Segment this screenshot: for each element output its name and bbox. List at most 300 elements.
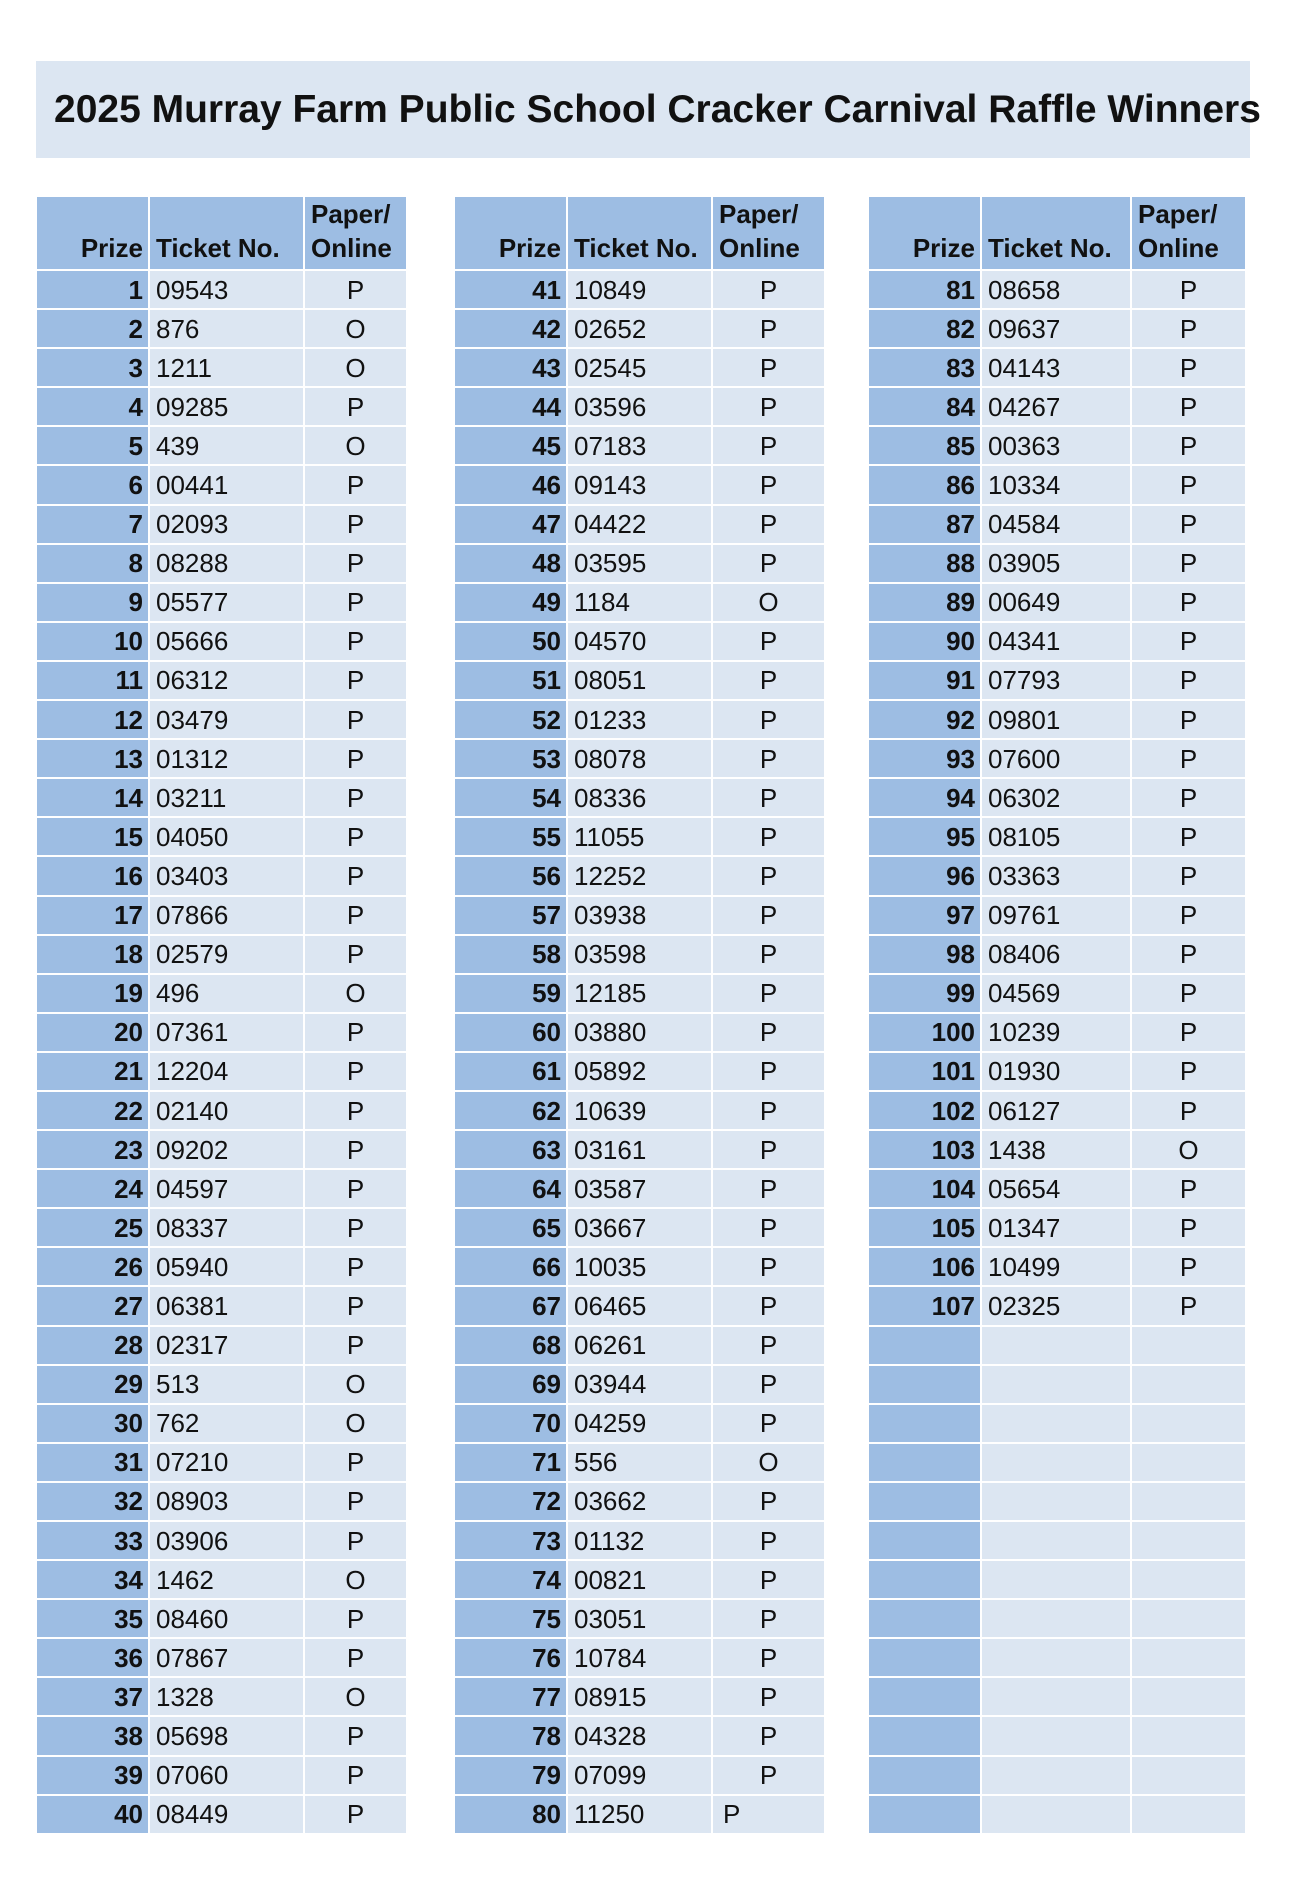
paper-online-cell bbox=[1132, 1483, 1247, 1522]
ticket-number-cell: 09202 bbox=[150, 1131, 305, 1170]
prize-number-cell: 66 bbox=[455, 1248, 568, 1287]
paper-online-cell: P bbox=[713, 1600, 826, 1639]
ticket-number-cell: 07183 bbox=[568, 427, 713, 466]
ticket-number-cell: 05892 bbox=[568, 1053, 713, 1092]
prize-number-cell: 39 bbox=[37, 1757, 150, 1796]
prize-number-cell: 101 bbox=[869, 1053, 982, 1092]
prize-number-cell: 100 bbox=[869, 1014, 982, 1053]
paper-online-column-header bbox=[305, 197, 408, 271]
paper-online-cell bbox=[1132, 1600, 1247, 1639]
prize-number-cell: 102 bbox=[869, 1092, 982, 1131]
table-row bbox=[869, 349, 1247, 388]
ticket-number-cell: 09761 bbox=[982, 897, 1132, 936]
table-row bbox=[455, 1366, 826, 1405]
paper-online-cell: P bbox=[305, 584, 408, 623]
table-row bbox=[455, 1522, 826, 1561]
prize-number-cell bbox=[869, 1757, 982, 1796]
prize-number-cell: 58 bbox=[455, 936, 568, 975]
table-row bbox=[455, 1561, 826, 1600]
prize-number-cell: 11 bbox=[37, 662, 150, 701]
ticket-number-cell bbox=[982, 1757, 1132, 1796]
prize-number-cell: 71 bbox=[455, 1444, 568, 1483]
ticket-number-cell: 10239 bbox=[982, 1014, 1132, 1053]
paper-online-cell: P bbox=[713, 1209, 826, 1248]
ticket-number-cell: 01312 bbox=[150, 740, 305, 779]
ticket-number-cell: 05698 bbox=[150, 1717, 305, 1756]
paper-online-cell: P bbox=[1132, 623, 1247, 662]
prize-number-cell: 80 bbox=[455, 1796, 568, 1835]
prize-number-cell: 35 bbox=[37, 1600, 150, 1639]
paper-online-cell bbox=[1132, 1639, 1247, 1678]
table-header-row bbox=[869, 197, 1247, 271]
ticket-number-cell: 03051 bbox=[568, 1600, 713, 1639]
paper-online-cell: P bbox=[713, 1757, 826, 1796]
table-row bbox=[869, 388, 1247, 427]
table-row bbox=[869, 818, 1247, 857]
table-row bbox=[37, 623, 408, 662]
ticket-number-cell: 00441 bbox=[150, 466, 305, 505]
paper-online-cell: P bbox=[305, 1757, 408, 1796]
prize-number-cell: 15 bbox=[37, 818, 150, 857]
ticket-number-cell: 03595 bbox=[568, 545, 713, 584]
table-row bbox=[37, 427, 408, 466]
paper-online-cell: P bbox=[713, 310, 826, 349]
table-row bbox=[869, 1483, 1247, 1522]
paper-header-line: Paper/ bbox=[719, 199, 799, 229]
prize-number-cell: 62 bbox=[455, 1092, 568, 1131]
table-row bbox=[869, 975, 1247, 1014]
paper-online-cell: P bbox=[713, 1366, 826, 1405]
prize-number-cell: 81 bbox=[869, 271, 982, 310]
ticket-number-cell: 09801 bbox=[982, 701, 1132, 740]
table-row bbox=[455, 310, 826, 349]
paper-online-cell: P bbox=[305, 1209, 408, 1248]
prize-number-cell: 79 bbox=[455, 1757, 568, 1796]
ticket-number-cell: 11250 bbox=[568, 1796, 713, 1835]
prize-number-cell: 67 bbox=[455, 1287, 568, 1326]
prize-number-cell: 103 bbox=[869, 1131, 982, 1170]
ticket-number-cell bbox=[982, 1444, 1132, 1483]
paper-online-cell: P bbox=[713, 506, 826, 545]
table-row bbox=[869, 897, 1247, 936]
table-row bbox=[455, 427, 826, 466]
prize-number-cell: 20 bbox=[37, 1014, 150, 1053]
prize-number-cell: 49 bbox=[455, 584, 568, 623]
table-row bbox=[455, 623, 826, 662]
ticket-number-cell: 03403 bbox=[150, 857, 305, 896]
table-row bbox=[869, 466, 1247, 505]
paper-online-cell: P bbox=[713, 1639, 826, 1678]
paper-online-cell: P bbox=[305, 936, 408, 975]
prize-number-cell: 30 bbox=[37, 1405, 150, 1444]
table-row bbox=[869, 779, 1247, 818]
table-row bbox=[455, 545, 826, 584]
paper-online-cell: P bbox=[1132, 662, 1247, 701]
prize-number-cell: 59 bbox=[455, 975, 568, 1014]
paper-online-cell: P bbox=[305, 1444, 408, 1483]
paper-online-cell: P bbox=[305, 1483, 408, 1522]
table-row bbox=[869, 1444, 1247, 1483]
paper-online-cell: P bbox=[713, 1561, 826, 1600]
table-row bbox=[869, 506, 1247, 545]
prize-number-cell: 55 bbox=[455, 818, 568, 857]
ticket-number-cell: 08406 bbox=[982, 936, 1132, 975]
table-row bbox=[37, 1405, 408, 1444]
ticket-number-cell: 513 bbox=[150, 1366, 305, 1405]
table-row bbox=[37, 310, 408, 349]
ticket-number-cell: 03161 bbox=[568, 1131, 713, 1170]
table-row bbox=[869, 1131, 1247, 1170]
table-row bbox=[869, 271, 1247, 310]
prize-number-cell: 70 bbox=[455, 1405, 568, 1444]
ticket-number-cell: 04259 bbox=[568, 1405, 713, 1444]
table-row bbox=[869, 1522, 1247, 1561]
prize-number-cell: 44 bbox=[455, 388, 568, 427]
table-row bbox=[869, 1287, 1247, 1326]
prize-number-cell: 64 bbox=[455, 1170, 568, 1209]
paper-online-cell: P bbox=[713, 545, 826, 584]
prize-number-cell: 3 bbox=[37, 349, 150, 388]
paper-online-cell: P bbox=[713, 1092, 826, 1131]
table-row bbox=[37, 1757, 408, 1796]
paper-online-cell: P bbox=[713, 857, 826, 896]
table-row bbox=[37, 584, 408, 623]
paper-online-cell: O bbox=[305, 1405, 408, 1444]
paper-online-cell: P bbox=[305, 1131, 408, 1170]
table-row bbox=[869, 1757, 1247, 1796]
table-header-row bbox=[455, 197, 826, 271]
paper-online-cell: P bbox=[1132, 779, 1247, 818]
table-row bbox=[869, 1092, 1247, 1131]
ticket-number-cell: 06127 bbox=[982, 1092, 1132, 1131]
prize-number-cell: 17 bbox=[37, 897, 150, 936]
ticket-number-cell: 00649 bbox=[982, 584, 1132, 623]
ticket-number-cell: 07867 bbox=[150, 1639, 305, 1678]
paper-online-cell: P bbox=[305, 1796, 408, 1835]
ticket-number-cell: 04597 bbox=[150, 1170, 305, 1209]
paper-online-cell: P bbox=[305, 1327, 408, 1366]
table-row bbox=[869, 1053, 1247, 1092]
ticket-number-cell bbox=[982, 1405, 1132, 1444]
prize-number-cell bbox=[869, 1717, 982, 1756]
prize-number-cell: 84 bbox=[869, 388, 982, 427]
table-row bbox=[869, 1014, 1247, 1053]
ticket-number-cell: 1438 bbox=[982, 1131, 1132, 1170]
ticket-number-cell: 04341 bbox=[982, 623, 1132, 662]
paper-online-cell: P bbox=[1132, 740, 1247, 779]
table-row bbox=[869, 701, 1247, 740]
table-row bbox=[455, 1717, 826, 1756]
paper-online-cell: P bbox=[305, 388, 408, 427]
prize-number-cell: 77 bbox=[455, 1678, 568, 1717]
table-row bbox=[37, 897, 408, 936]
ticket-number-cell: 05577 bbox=[150, 584, 305, 623]
ticket-number-cell: 10499 bbox=[982, 1248, 1132, 1287]
table-row bbox=[37, 1327, 408, 1366]
prize-number-cell: 89 bbox=[869, 584, 982, 623]
table-row bbox=[869, 545, 1247, 584]
table-row bbox=[37, 818, 408, 857]
prize-number-cell: 60 bbox=[455, 1014, 568, 1053]
paper-online-cell: P bbox=[305, 1287, 408, 1326]
paper-online-cell: P bbox=[305, 1600, 408, 1639]
prize-number-cell bbox=[869, 1796, 982, 1835]
prize-number-cell: 37 bbox=[37, 1678, 150, 1717]
prize-number-cell: 12 bbox=[37, 701, 150, 740]
table-row bbox=[37, 1561, 408, 1600]
table-row bbox=[869, 740, 1247, 779]
ticket-number-cell: 02093 bbox=[150, 506, 305, 545]
ticket-number-cell: 03905 bbox=[982, 545, 1132, 584]
paper-online-cell: P bbox=[713, 779, 826, 818]
ticket-number-cell: 07060 bbox=[150, 1757, 305, 1796]
ticket-number-cell: 08449 bbox=[150, 1796, 305, 1835]
ticket-number-cell: 06381 bbox=[150, 1287, 305, 1326]
table-row bbox=[869, 1600, 1247, 1639]
prize-number-cell: 106 bbox=[869, 1248, 982, 1287]
prize-number-cell: 6 bbox=[37, 466, 150, 505]
ticket-number-cell: 07793 bbox=[982, 662, 1132, 701]
ticket-number-cell: 09637 bbox=[982, 310, 1132, 349]
ticket-number-cell: 03662 bbox=[568, 1483, 713, 1522]
prize-number-cell: 63 bbox=[455, 1131, 568, 1170]
table-row bbox=[869, 623, 1247, 662]
table-row bbox=[37, 1092, 408, 1131]
ticket-number-cell: 03211 bbox=[150, 779, 305, 818]
table-row bbox=[455, 1639, 826, 1678]
prize-number-cell: 61 bbox=[455, 1053, 568, 1092]
paper-online-cell: P bbox=[305, 662, 408, 701]
prize-number-cell: 36 bbox=[37, 1639, 150, 1678]
table-row bbox=[37, 1014, 408, 1053]
table-row bbox=[455, 818, 826, 857]
prize-number-cell: 95 bbox=[869, 818, 982, 857]
paper-online-cell: P bbox=[305, 701, 408, 740]
prize-column-header: Prize bbox=[869, 197, 982, 271]
ticket-number-cell: 01930 bbox=[982, 1053, 1132, 1092]
table-row bbox=[37, 1287, 408, 1326]
ticket-number-cell: 04584 bbox=[982, 506, 1132, 545]
paper-online-cell: P bbox=[713, 818, 826, 857]
ticket-number-cell: 02579 bbox=[150, 936, 305, 975]
paper-online-cell: P bbox=[713, 975, 826, 1014]
paper-online-cell: P bbox=[305, 1717, 408, 1756]
table-row bbox=[869, 857, 1247, 896]
ticket-number-cell bbox=[982, 1678, 1132, 1717]
ticket-number-cell: 04328 bbox=[568, 1717, 713, 1756]
paper-online-cell: P bbox=[1132, 466, 1247, 505]
ticket-number-cell: 03667 bbox=[568, 1209, 713, 1248]
ticket-number-cell bbox=[982, 1600, 1132, 1639]
table-row bbox=[37, 740, 408, 779]
ticket-number-cell: 04570 bbox=[568, 623, 713, 662]
prize-number-cell: 38 bbox=[37, 1717, 150, 1756]
ticket-number-cell: 06261 bbox=[568, 1327, 713, 1366]
winners-table-2 bbox=[455, 197, 826, 1835]
ticket-number-cell: 10035 bbox=[568, 1248, 713, 1287]
paper-online-cell: P bbox=[1132, 271, 1247, 310]
ticket-number-cell: 06465 bbox=[568, 1287, 713, 1326]
paper-online-cell bbox=[1132, 1444, 1247, 1483]
winners-table-3 bbox=[869, 197, 1247, 1835]
prize-number-cell: 83 bbox=[869, 349, 982, 388]
ticket-number-cell: 08903 bbox=[150, 1483, 305, 1522]
table-row bbox=[455, 466, 826, 505]
paper-online-cell bbox=[1132, 1327, 1247, 1366]
paper-online-column-header bbox=[1132, 197, 1247, 271]
paper-online-cell: P bbox=[713, 1053, 826, 1092]
paper-online-cell: P bbox=[713, 936, 826, 975]
prize-number-cell: 48 bbox=[455, 545, 568, 584]
ticket-number-cell: 08051 bbox=[568, 662, 713, 701]
paper-online-cell bbox=[1132, 1405, 1247, 1444]
prize-number-cell: 19 bbox=[37, 975, 150, 1014]
table-row bbox=[37, 1796, 408, 1835]
paper-online-cell: P bbox=[1132, 1092, 1247, 1131]
ticket-number-cell: 01233 bbox=[568, 701, 713, 740]
paper-online-cell: P bbox=[713, 1248, 826, 1287]
prize-number-cell bbox=[869, 1483, 982, 1522]
ticket-number-cell: 439 bbox=[150, 427, 305, 466]
table-row bbox=[455, 1600, 826, 1639]
table-row bbox=[869, 1327, 1247, 1366]
prize-number-cell: 41 bbox=[455, 271, 568, 310]
paper-online-cell: P bbox=[1132, 349, 1247, 388]
prize-number-cell bbox=[869, 1522, 982, 1561]
ticket-number-cell: 07866 bbox=[150, 897, 305, 936]
table-row bbox=[37, 1522, 408, 1561]
prize-number-cell: 88 bbox=[869, 545, 982, 584]
table-row bbox=[37, 1483, 408, 1522]
paper-online-cell: P bbox=[305, 466, 408, 505]
paper-online-cell: P bbox=[713, 1405, 826, 1444]
paper-online-cell: P bbox=[713, 1131, 826, 1170]
ticket-number-cell: 08336 bbox=[568, 779, 713, 818]
prize-number-cell: 18 bbox=[37, 936, 150, 975]
paper-online-cell: P bbox=[713, 701, 826, 740]
paper-online-cell: P bbox=[305, 897, 408, 936]
table-row bbox=[455, 1483, 826, 1522]
table-row bbox=[455, 936, 826, 975]
prize-number-cell: 87 bbox=[869, 506, 982, 545]
table-row bbox=[455, 388, 826, 427]
ticket-number-cell: 01347 bbox=[982, 1209, 1132, 1248]
ticket-column-header: Ticket No. bbox=[150, 197, 305, 271]
prize-number-cell bbox=[869, 1561, 982, 1600]
prize-number-cell: 33 bbox=[37, 1522, 150, 1561]
prize-number-cell: 82 bbox=[869, 310, 982, 349]
paper-online-cell: O bbox=[713, 1444, 826, 1483]
ticket-number-cell: 07210 bbox=[150, 1444, 305, 1483]
ticket-number-cell: 09543 bbox=[150, 271, 305, 310]
paper-online-cell: P bbox=[713, 1287, 826, 1326]
prize-number-cell: 43 bbox=[455, 349, 568, 388]
prize-number-cell: 73 bbox=[455, 1522, 568, 1561]
paper-online-cell bbox=[1132, 1678, 1247, 1717]
paper-online-cell: P bbox=[305, 271, 408, 310]
ticket-number-cell: 06312 bbox=[150, 662, 305, 701]
prize-number-cell: 74 bbox=[455, 1561, 568, 1600]
prize-number-cell: 72 bbox=[455, 1483, 568, 1522]
paper-online-cell: P bbox=[1132, 701, 1247, 740]
ticket-number-cell: 05654 bbox=[982, 1170, 1132, 1209]
ticket-number-cell: 03587 bbox=[568, 1170, 713, 1209]
paper-online-cell: O bbox=[1132, 1131, 1247, 1170]
prize-number-cell: 26 bbox=[37, 1248, 150, 1287]
prize-number-cell: 68 bbox=[455, 1327, 568, 1366]
ticket-number-cell: 08915 bbox=[568, 1678, 713, 1717]
online-header-line: Online bbox=[1138, 233, 1219, 263]
prize-number-cell: 56 bbox=[455, 857, 568, 896]
prize-number-cell: 92 bbox=[869, 701, 982, 740]
paper-online-cell: P bbox=[713, 1522, 826, 1561]
paper-online-cell: P bbox=[1132, 1014, 1247, 1053]
ticket-number-cell: 01132 bbox=[568, 1522, 713, 1561]
prize-number-cell: 54 bbox=[455, 779, 568, 818]
table-row bbox=[869, 1561, 1247, 1600]
prize-number-cell: 32 bbox=[37, 1483, 150, 1522]
prize-number-cell: 16 bbox=[37, 857, 150, 896]
ticket-number-cell: 07600 bbox=[982, 740, 1132, 779]
prize-number-cell: 4 bbox=[37, 388, 150, 427]
table-row bbox=[455, 975, 826, 1014]
table-row bbox=[869, 1248, 1247, 1287]
ticket-number-cell: 09285 bbox=[150, 388, 305, 427]
ticket-number-cell: 05940 bbox=[150, 1248, 305, 1287]
table-row bbox=[869, 1405, 1247, 1444]
paper-online-cell bbox=[1132, 1366, 1247, 1405]
ticket-number-cell: 02325 bbox=[982, 1287, 1132, 1326]
paper-online-cell: P bbox=[1132, 936, 1247, 975]
paper-online-cell: P bbox=[1132, 1287, 1247, 1326]
ticket-number-cell: 556 bbox=[568, 1444, 713, 1483]
ticket-number-cell bbox=[982, 1327, 1132, 1366]
page-title: 2025 Murray Farm Public School Cracker Carnival Raffle Winners bbox=[54, 87, 1261, 131]
table-row bbox=[869, 310, 1247, 349]
title-banner bbox=[36, 61, 1261, 158]
table-row bbox=[37, 1053, 408, 1092]
paper-online-cell: P bbox=[305, 857, 408, 896]
ticket-number-cell: 10639 bbox=[568, 1092, 713, 1131]
paper-online-cell: P bbox=[305, 818, 408, 857]
table-row bbox=[37, 1717, 408, 1756]
ticket-column-header: Ticket No. bbox=[568, 197, 713, 271]
table-row bbox=[869, 662, 1247, 701]
paper-online-cell: P bbox=[713, 662, 826, 701]
prize-number-cell: 34 bbox=[37, 1561, 150, 1600]
ticket-number-cell: 03944 bbox=[568, 1366, 713, 1405]
paper-online-cell: P bbox=[305, 1014, 408, 1053]
prize-number-cell: 29 bbox=[37, 1366, 150, 1405]
table-row bbox=[455, 1131, 826, 1170]
prize-number-cell: 28 bbox=[37, 1327, 150, 1366]
table-row bbox=[869, 1170, 1247, 1209]
prize-number-cell: 1 bbox=[37, 271, 150, 310]
ticket-number-cell: 1211 bbox=[150, 349, 305, 388]
table-row bbox=[455, 1170, 826, 1209]
ticket-number-cell bbox=[982, 1483, 1132, 1522]
table-body bbox=[869, 271, 1247, 1835]
prize-number-cell: 107 bbox=[869, 1287, 982, 1326]
ticket-number-cell bbox=[982, 1796, 1132, 1835]
prize-number-cell: 13 bbox=[37, 740, 150, 779]
prize-number-cell: 25 bbox=[37, 1209, 150, 1248]
ticket-number-cell: 10849 bbox=[568, 271, 713, 310]
prize-number-cell: 75 bbox=[455, 1600, 568, 1639]
paper-online-cell: P bbox=[305, 1092, 408, 1131]
table-row bbox=[869, 1678, 1247, 1717]
paper-online-cell: P bbox=[305, 1053, 408, 1092]
